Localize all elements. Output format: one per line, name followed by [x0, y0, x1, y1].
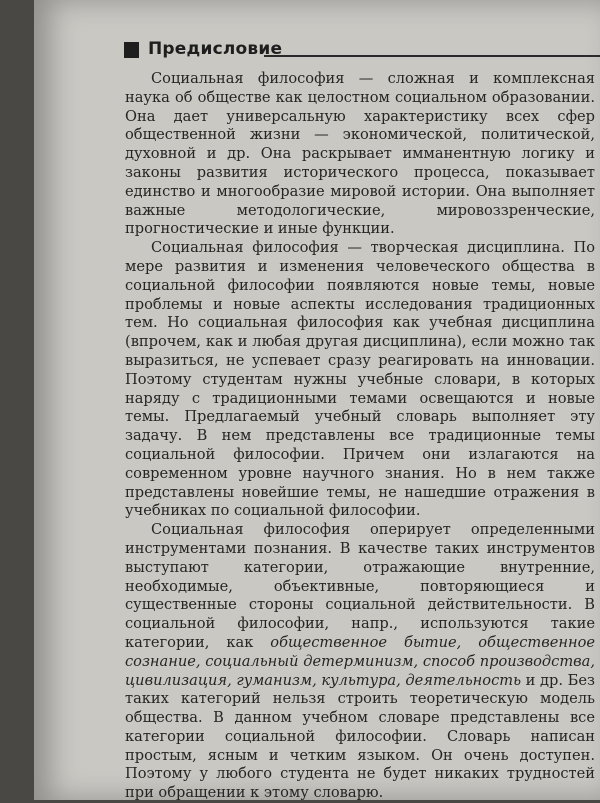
paragraph-3-end: и др. Без таких категорий нельзя строить теоретическую модель общества. В данном учебном словаре представлены все категории социальной философии. Словарь написан простым, ясным и четким языком. Он очень доступен. Поэтому у любого студента не будет никаких трудностей при обращении к этому словарю.	[125, 671, 595, 802]
paragraph-3-start: Социальная философия оперирует определенными инструментами познания. В качестве таких инструментов выступают категории, отражающие внутренние, необходимые, объективные, повторяющиеся и существенные стороны социальной действительности. В социальной философии, напр., используются такие категории, как	[125, 521, 595, 651]
category-list-italic: общественное бытие, общественное сознание, социальный детерминизм, способ производства, цивилизация, гуманизм, культура, деятельность	[125, 633, 596, 689]
paragraph-1: Социальная философия — сложная и комплексная наука об обществе как целостном социальном образовании. Она дает универсальную характеристику всех сфер общественной жизни — экономической, политической, духовной и др. Она раскрывает имманентную логику и законы развития исторического процесса, показывает единство и многообразие мировой истории. Она выполняет важные методологические, мировоззренческие, прогностические и иные функции.	[125, 70, 595, 238]
book-page	[34, 0, 600, 800]
section-header	[124, 40, 600, 62]
preface-body	[125, 70, 595, 803]
paragraph-3	[125, 521, 595, 803]
section-title: Предисловие	[148, 39, 283, 59]
header-rule	[264, 55, 600, 57]
header-square-marker	[124, 42, 139, 58]
paragraph-2: Социальная философия — творческая дисциплина. По мере развития и изменения человеческого общества в социальной философии появляются новые темы, новые проблемы и новые аспекты исследования традиционных тем. Но социальная философия как учебная дисциплина (впрочем, как и любая другая дисциплина), если можно так выразиться, не успевает сразу реагировать на инновации. Поэтому студентам нужны учебные словари, в которых наряду с традиционными темами освещаются и новые темы. Предлагаемый учебный словарь выполняет эту задачу. В нем представлены все традиционные темы социальной философии. Причем они излагаются на современном уровне научного знания. Но в нем также представлены новейшие темы, не нашедшие отражения в учебниках по социальной философии.	[125, 239, 595, 520]
